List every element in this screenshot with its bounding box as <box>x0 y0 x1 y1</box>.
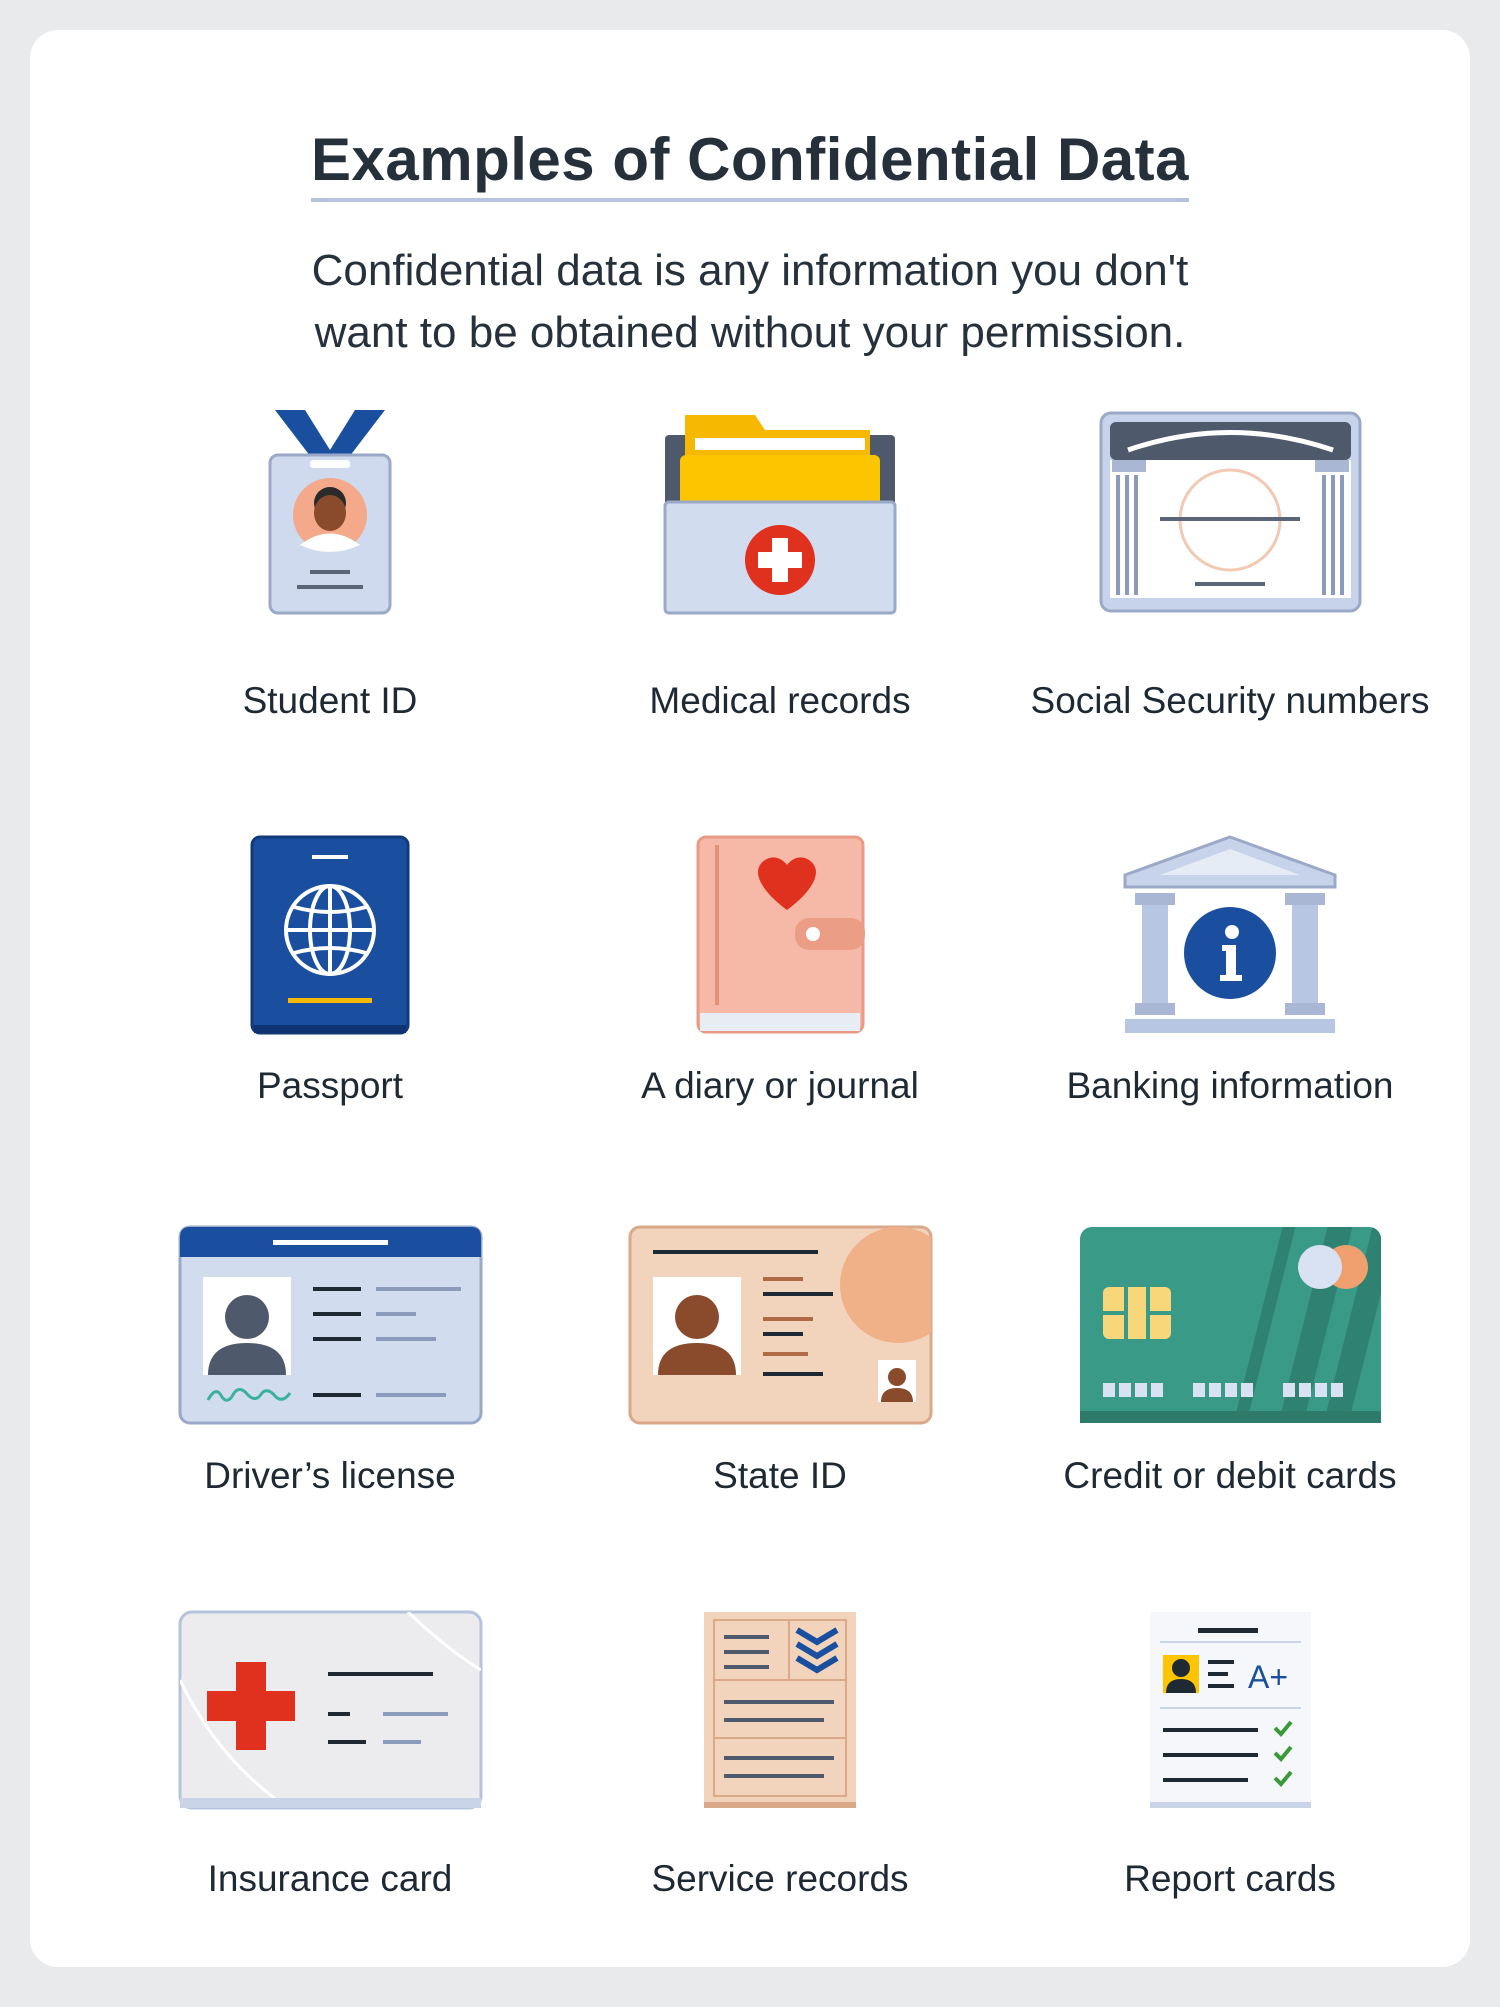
label-diary: A diary or journal <box>641 1065 919 1106</box>
label-banking: Banking information <box>1066 1065 1394 1106</box>
student-id-icon <box>265 410 395 615</box>
bank-icon <box>1120 835 1340 1035</box>
label-social-security: Social Security numbers <box>1030 680 1430 721</box>
drivers-license-icon <box>178 1225 483 1425</box>
label-insurance-card: Insurance card <box>207 1858 453 1899</box>
label-state-id: State ID <box>713 1455 847 1496</box>
label-student-id: Student ID <box>242 680 418 721</box>
label-medical-records: Medical records <box>649 680 911 721</box>
report-card-grade: A+ <box>1247 1659 1288 1695</box>
state-id-icon <box>628 1225 933 1425</box>
credit-card-icon <box>1078 1225 1383 1425</box>
medical-records-icon <box>660 410 900 615</box>
passport-icon <box>250 835 410 1035</box>
diary-icon <box>690 835 870 1035</box>
page-title: Examples of Confidential Data <box>30 125 1470 202</box>
examples-grid <box>30 30 1470 1967</box>
label-report-card: Report cards <box>1124 1858 1336 1899</box>
social-security-card-icon <box>1098 410 1363 615</box>
label-service-records: Service records <box>651 1858 909 1899</box>
label-passport: Passport <box>256 1065 403 1106</box>
page-subtitle: Confidential data is any information you don't want to be obtained without your permission. <box>311 246 1189 357</box>
label-drivers-license: Driver’s license <box>204 1455 456 1496</box>
insurance-card-icon <box>178 1610 483 1810</box>
label-credit-card: Credit or debit cards <box>1063 1455 1397 1496</box>
service-records-icon <box>702 1610 858 1810</box>
infographic-card <box>30 30 1470 1967</box>
report-card-icon <box>1148 1610 1313 1810</box>
